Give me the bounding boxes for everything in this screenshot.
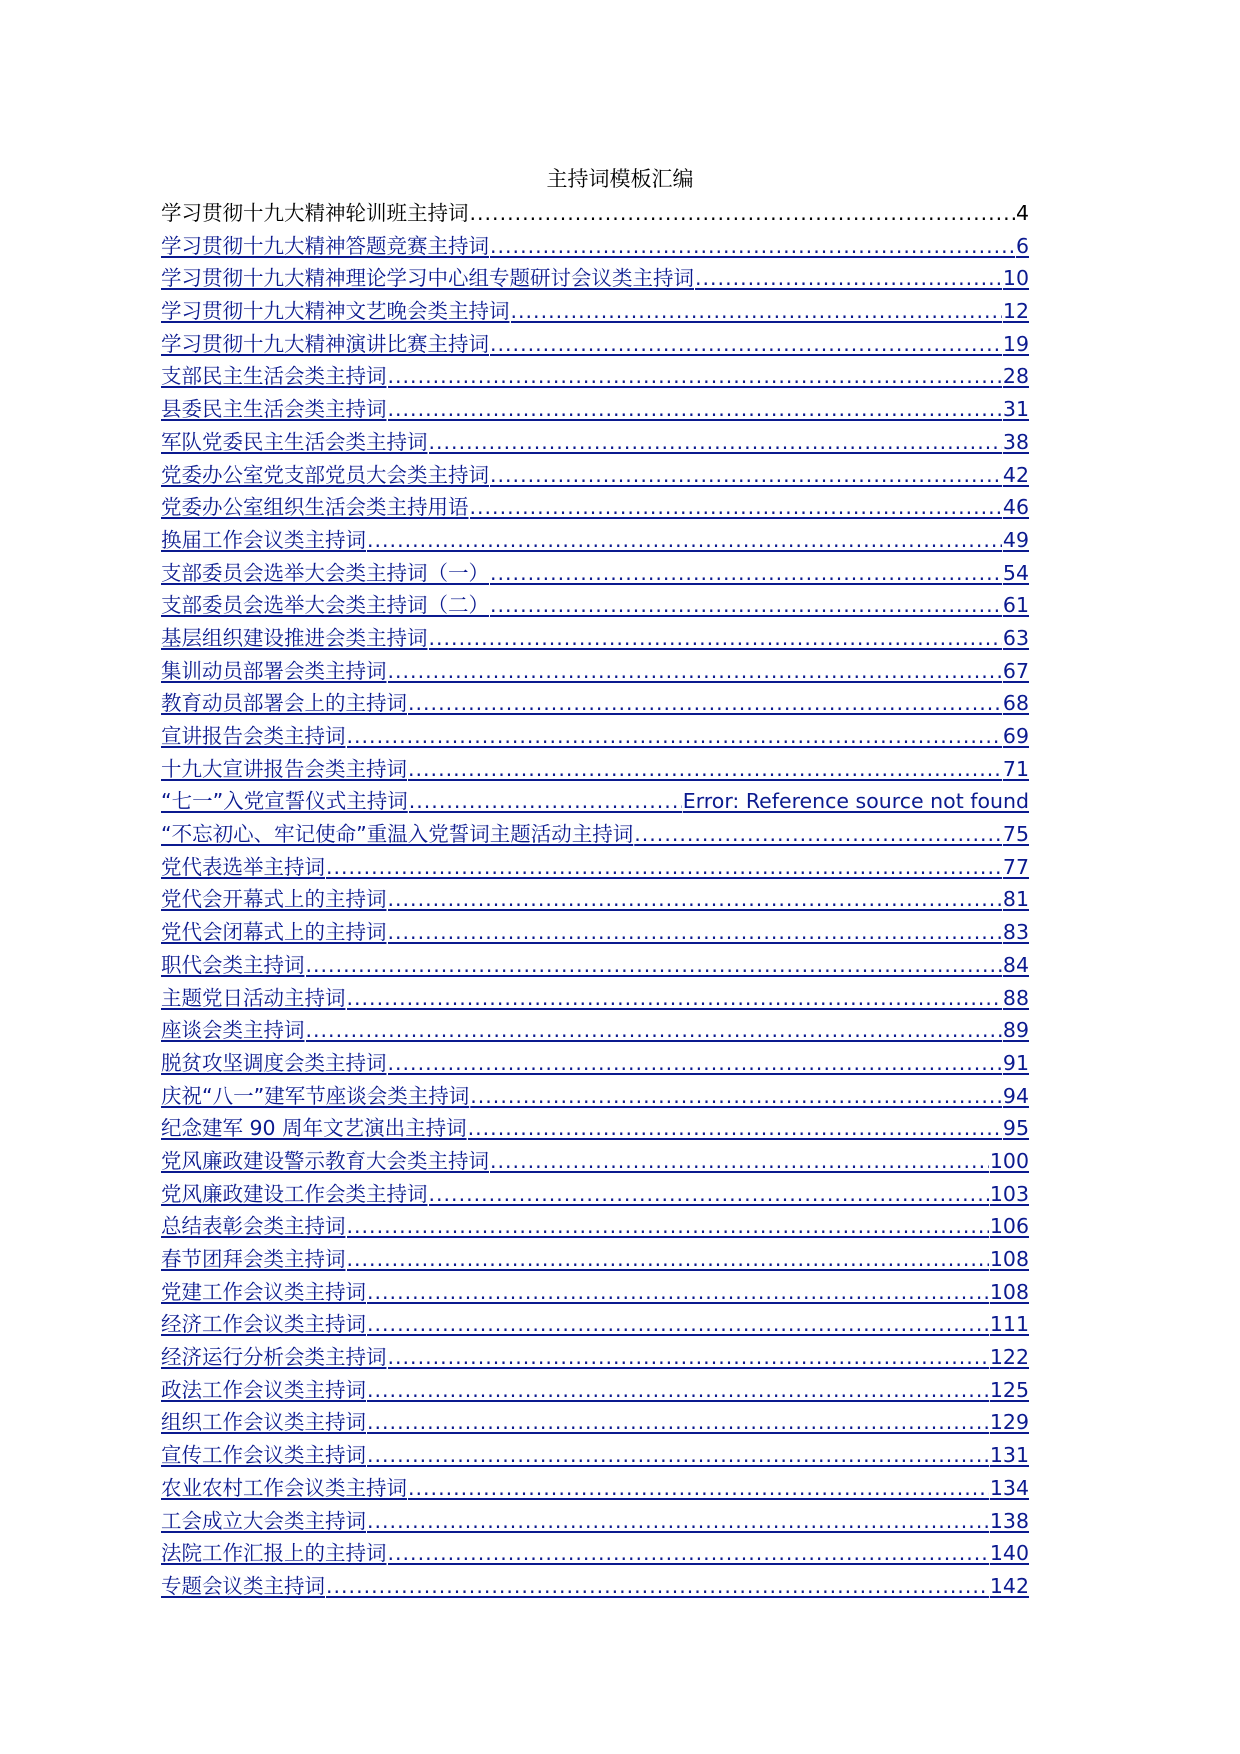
toc-dot-leader	[388, 1341, 989, 1374]
toc-dot-leader	[347, 1243, 989, 1276]
toc-dot-leader	[367, 1406, 989, 1439]
toc-entry-page-number: 77	[1002, 854, 1029, 879]
toc-dot-leader	[388, 1047, 1002, 1080]
toc-dot-leader	[408, 687, 1002, 720]
toc-dot-leader	[470, 1080, 1002, 1113]
toc-dot-leader	[470, 197, 1015, 230]
toc-entry-page-number: 89	[1002, 1018, 1029, 1043]
toc-entry-title: 学习贯彻十九大精神文艺晚会类主持词	[161, 299, 510, 324]
toc-entry-title: 支部委员会选举大会类主持词（一）	[161, 560, 489, 585]
toc-entry-title: 政法工作会议类主持词	[161, 1377, 366, 1402]
toc-entry-page-number: 106	[989, 1214, 1029, 1239]
toc-entry[interactable]	[161, 459, 1029, 492]
toc-entry-title: 基层组织建设推进会类主持词	[161, 625, 428, 650]
toc-entry[interactable]	[161, 753, 1029, 786]
toc-entry[interactable]	[161, 393, 1029, 426]
toc-entry[interactable]	[161, 1406, 1029, 1439]
toc-dot-leader	[490, 459, 1002, 492]
toc-entry[interactable]	[161, 1112, 1029, 1145]
toc-entry-page-number: 61	[1002, 593, 1029, 618]
toc-dot-leader	[306, 949, 1002, 982]
toc-entry-page-number: 69	[1002, 724, 1029, 748]
toc-entry-title: 教育动员部署会上的主持词	[161, 691, 407, 716]
toc-entry[interactable]	[161, 491, 1029, 524]
toc-entry-title: “七一”入党宣誓仪式主持词	[161, 789, 408, 814]
toc-entry-title: 县委民主生活会类主持词	[161, 397, 387, 422]
toc-entry[interactable]	[161, 1341, 1029, 1374]
toc-dot-leader	[388, 883, 1002, 916]
toc-dot-leader	[388, 393, 1002, 426]
toc-entry-page-number: 75	[1002, 822, 1029, 847]
toc-dot-leader	[388, 916, 1002, 949]
toc-entry[interactable]	[161, 589, 1029, 622]
toc-entry-title: 党代会闭幕式上的主持词	[161, 920, 387, 945]
toc-entry-page-number: 94	[1002, 1083, 1029, 1108]
toc-entry[interactable]	[161, 687, 1029, 720]
toc-entry-page-number: 67	[1002, 658, 1029, 683]
toc-entry-page-number: 83	[1002, 920, 1029, 945]
toc-entry[interactable]	[161, 426, 1029, 459]
toc-dot-leader	[326, 851, 1002, 884]
toc-entry-title: 军队党委民主生活会类主持词	[161, 429, 428, 454]
toc-entry-page-number: 68	[1002, 691, 1029, 716]
toc-entry-title: 党风廉政建设警示教育大会类主持词	[161, 1148, 489, 1173]
toc-entry-page-number: 54	[1002, 560, 1029, 585]
toc-entry-page-number: 31	[1002, 397, 1029, 422]
toc-dot-leader	[468, 1112, 1002, 1145]
toc-dot-leader	[408, 753, 1002, 786]
toc-dot-leader	[490, 589, 1002, 622]
toc-entry-page-number: 108	[989, 1247, 1029, 1271]
toc-entry[interactable]	[161, 262, 1029, 295]
toc-entry-page-number: 131	[989, 1443, 1029, 1468]
toc-dot-leader	[490, 328, 1002, 361]
toc-entry-title: 党委办公室党支部党员大会类主持词	[161, 462, 489, 487]
toc-dot-leader	[429, 1178, 989, 1211]
toc-entry-page-number: 63	[1002, 625, 1029, 650]
toc-entry-title: 庆祝“八一”建军节座谈会类主持词	[161, 1083, 470, 1108]
toc-dot-leader	[490, 1145, 989, 1178]
toc-entry-title: 经济运行分析会类主持词	[161, 1345, 387, 1370]
toc-dot-leader	[367, 1505, 989, 1538]
toc-entry-title: 集训动员部署会类主持词	[161, 658, 387, 683]
toc-entry[interactable]	[161, 1472, 1029, 1505]
toc-dot-leader	[490, 557, 1002, 590]
toc-entry[interactable]	[161, 1210, 1029, 1243]
toc-entry[interactable]	[161, 818, 1029, 851]
toc-entry-page-number: 49	[1002, 527, 1029, 552]
toc-entry[interactable]	[161, 622, 1029, 655]
toc-dot-leader	[388, 360, 1002, 393]
toc-dot-leader	[429, 622, 1002, 655]
toc-entry[interactable]	[161, 655, 1029, 688]
toc-entry-page-number: 88	[1002, 985, 1029, 1010]
toc-entry-title: 脱贫攻坚调度会类主持词	[161, 1050, 387, 1075]
toc-entry[interactable]	[161, 295, 1029, 328]
toc-entry-page-number: 138	[989, 1508, 1029, 1533]
toc-entry[interactable]	[161, 557, 1029, 590]
toc-entry-page-number: Error: Reference source not found	[682, 789, 1029, 814]
toc-entry[interactable]	[161, 1080, 1029, 1113]
toc-entry	[161, 197, 1029, 230]
toc-entry-title: 法院工作汇报上的主持词	[161, 1541, 387, 1566]
toc-entry[interactable]	[161, 524, 1029, 557]
toc-entry[interactable]	[161, 1014, 1029, 1047]
toc-entry[interactable]	[161, 360, 1029, 393]
toc-entry-page-number: 19	[1002, 331, 1029, 356]
toc-entry[interactable]	[161, 1276, 1029, 1309]
toc-entry-page-number: 134	[989, 1475, 1029, 1500]
toc-entry-title: “不忘初心、牢记使命”重温入党誓词主题活动主持词	[161, 822, 634, 847]
toc-entry-title: 党代表选举主持词	[161, 854, 325, 879]
toc-entry[interactable]	[161, 1537, 1029, 1570]
toc-entry-page-number: 103	[989, 1181, 1029, 1206]
toc-entry[interactable]	[161, 949, 1029, 982]
toc-entry[interactable]	[161, 1243, 1029, 1276]
toc-entry-title: 党委办公室组织生活会类主持用语	[161, 495, 469, 520]
toc-entry[interactable]	[161, 1145, 1029, 1178]
toc-dot-leader	[409, 785, 682, 818]
table-of-contents	[161, 197, 1029, 1603]
toc-entry-page-number: 4	[1015, 201, 1029, 225]
toc-entry-page-number: 142	[989, 1573, 1029, 1598]
toc-entry-page-number: 122	[989, 1345, 1029, 1370]
toc-entry-title: 专题会议类主持词	[161, 1573, 325, 1598]
toc-entry[interactable]	[161, 1308, 1029, 1341]
toc-entry[interactable]	[161, 982, 1029, 1015]
toc-entry[interactable]	[161, 230, 1029, 263]
toc-dot-leader	[367, 1439, 989, 1472]
toc-entry-title: 座谈会类主持词	[161, 1018, 305, 1043]
toc-entry[interactable]	[161, 1505, 1029, 1538]
toc-entry[interactable]	[161, 1047, 1029, 1080]
toc-entry-title: 十九大宣讲报告会类主持词	[161, 756, 407, 781]
toc-entry-title: 支部民主生活会类主持词	[161, 364, 387, 389]
toc-entry-page-number: 10	[1002, 266, 1029, 291]
toc-dot-leader	[367, 1276, 989, 1309]
toc-entry-title: 经济工作会议类主持词	[161, 1312, 366, 1337]
toc-entry-title: 工会成立大会类主持词	[161, 1508, 366, 1533]
toc-entry-title: 学习贯彻十九大精神答题竞赛主持词	[161, 233, 489, 258]
document-title: 主持词模板汇编	[546, 167, 694, 191]
toc-entry-page-number: 91	[1002, 1050, 1029, 1075]
toc-entry-page-number: 95	[1002, 1116, 1029, 1141]
toc-dot-leader	[695, 262, 1002, 295]
toc-entry[interactable]	[161, 1439, 1029, 1472]
toc-entry[interactable]	[161, 1178, 1029, 1211]
toc-dot-leader	[347, 1210, 989, 1243]
toc-entry-page-number: 6	[1015, 233, 1029, 258]
toc-dot-leader	[408, 1472, 989, 1505]
toc-dot-leader	[388, 655, 1002, 688]
toc-entry-page-number: 100	[989, 1148, 1029, 1173]
toc-entry-title: 支部委员会选举大会类主持词（二）	[161, 593, 489, 618]
toc-entry[interactable]	[161, 916, 1029, 949]
toc-entry[interactable]	[161, 1374, 1029, 1407]
toc-dot-leader	[367, 1308, 989, 1341]
toc-dot-leader	[367, 1374, 989, 1407]
toc-dot-leader	[511, 295, 1002, 328]
toc-entry-page-number: 71	[1002, 756, 1029, 781]
toc-entry-page-number: 129	[989, 1410, 1029, 1435]
toc-entry-page-number: 84	[1002, 952, 1029, 977]
toc-entry-title: 学习贯彻十九大精神轮训班主持词	[161, 201, 469, 225]
toc-entry-title: 春节团拜会类主持词	[161, 1247, 346, 1271]
toc-entry-title: 纪念建军 90 周年文艺演出主持词	[161, 1116, 467, 1141]
toc-entry-title: 总结表彰会类主持词	[161, 1214, 346, 1239]
toc-entry-title: 组织工作会议类主持词	[161, 1410, 366, 1435]
toc-entry-page-number: 108	[989, 1279, 1029, 1304]
toc-entry-page-number: 111	[989, 1312, 1029, 1337]
toc-entry-page-number: 12	[1002, 299, 1029, 324]
toc-entry[interactable]	[161, 720, 1029, 753]
toc-entry-page-number: 140	[989, 1541, 1029, 1566]
toc-entry-page-number: 125	[989, 1377, 1029, 1402]
toc-dot-leader	[634, 818, 1002, 851]
toc-dot-leader	[326, 1570, 989, 1603]
toc-entry-page-number: 81	[1002, 887, 1029, 912]
toc-dot-leader	[429, 426, 1002, 459]
toc-entry[interactable]	[161, 1570, 1029, 1603]
toc-dot-leader	[367, 524, 1002, 557]
toc-entry[interactable]	[161, 785, 1029, 818]
toc-entry[interactable]	[161, 328, 1029, 361]
toc-entry-title: 换届工作会议类主持词	[161, 527, 366, 552]
toc-dot-leader	[490, 230, 1015, 263]
toc-entry-page-number: 42	[1002, 462, 1029, 487]
toc-entry-title: 党风廉政建设工作会类主持词	[161, 1181, 428, 1206]
toc-entry[interactable]	[161, 851, 1029, 884]
toc-entry-title: 学习贯彻十九大精神理论学习中心组专题研讨会议类主持词	[161, 266, 694, 291]
toc-entry-title: 农业农村工作会议类主持词	[161, 1475, 407, 1500]
toc-dot-leader	[470, 491, 1002, 524]
toc-entry-title: 主题党日活动主持词	[161, 985, 346, 1010]
toc-entry-title: 职代会类主持词	[161, 952, 305, 977]
toc-dot-leader	[306, 1014, 1002, 1047]
toc-entry[interactable]	[161, 883, 1029, 916]
toc-dot-leader	[347, 720, 1002, 753]
toc-dot-leader	[388, 1537, 989, 1570]
toc-entry-title: 党代会开幕式上的主持词	[161, 887, 387, 912]
toc-entry-title: 宣传工作会议类主持词	[161, 1443, 366, 1468]
toc-entry-title: 党建工作会议类主持词	[161, 1279, 366, 1304]
toc-dot-leader	[347, 982, 1002, 1015]
toc-entry-page-number: 38	[1002, 429, 1029, 454]
toc-entry-page-number: 46	[1002, 495, 1029, 520]
toc-entry-page-number: 28	[1002, 364, 1029, 389]
toc-entry-title: 学习贯彻十九大精神演讲比赛主持词	[161, 331, 489, 356]
toc-entry-title: 宣讲报告会类主持词	[161, 724, 346, 748]
